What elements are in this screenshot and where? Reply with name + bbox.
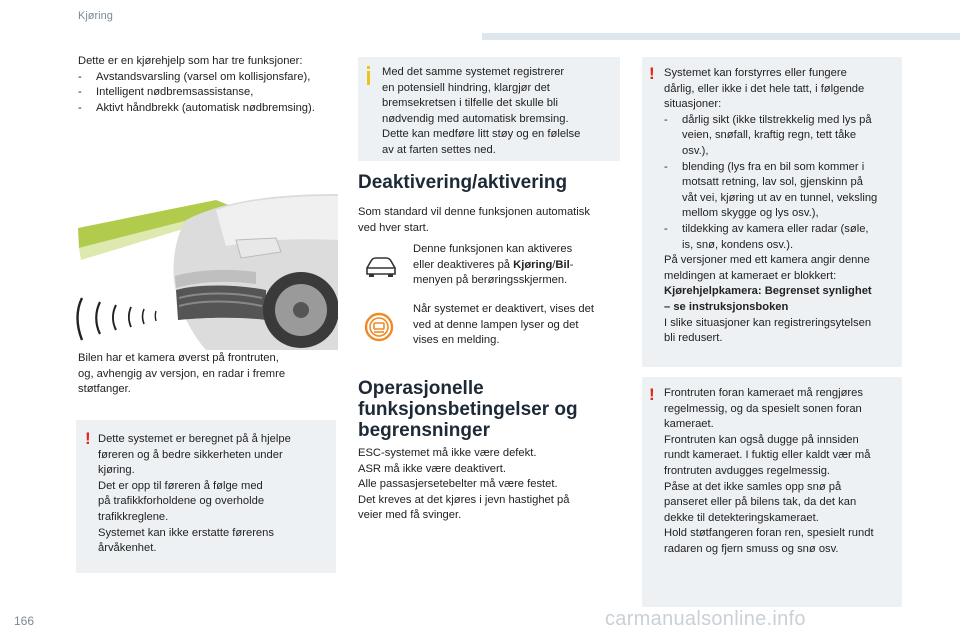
page-number: 166 xyxy=(14,614,35,628)
car-camera-illustration xyxy=(76,180,338,350)
warning-box-cleaning: ! Frontruten foran kameraet må rengjøres regelmessig, og da spesielt sonen foran kameraet. Frontruten kan også dugge på innsiden rundt kameraet. I fuktig eller kaldt vær må frontruten avdugges regelmessig. Påse at det ikke samles opp snø på panseret eller på bilens tak, da det kan dekke til detekteringskameraet. Hold støtfangeren foran ren, spesielt rundt radaren og fjern smuss og snø osv. xyxy=(642,377,902,607)
watermark: carmanualsonline.info xyxy=(605,608,806,630)
warning-box: ! Dette systemet er beregnet på å hjelpe føreren og å bedre sikkerheten under kjøring. Det er opp til føreren å følge med på trafikkforholdene og overholde trafikkreglene. Systemet kan ikke erstatte førerens årvåkenhet. xyxy=(76,420,336,573)
lamp-text: Når systemet er deaktivert, vises det ved at denne lampen lyser og det vises en melding. xyxy=(413,303,594,347)
warning-icon: ! xyxy=(649,385,655,404)
list-item: - dårlig sikt (ikke tilstrekkelig med lys på xyxy=(664,113,872,126)
info-box: Med det samme systemet registrerer en potensiell hindring, klargjør det bremsekretsen i tilfelle det skulle bli nødvendig med automatisk bremsing. Dette kan medføre litt støy og en følelse av at farten settes ned. xyxy=(358,57,620,161)
heading-conditions: Operasjonelle funksjonsbetingelser og begrensninger xyxy=(358,378,578,441)
list-item: - tildekking av kamera eller radar (søle, xyxy=(664,222,869,235)
car-icon-text: Denne funksjonen kan aktiveres eller deaktiveres på Kjøring/Bil- menyen på berøringsskjermen. xyxy=(413,243,574,287)
warning-icon: ! xyxy=(85,429,91,448)
intro-text: Dette er en kjørehjelp som har tre funksjoner: xyxy=(78,55,303,67)
section-label: Kjøring xyxy=(78,10,113,22)
list-item: - Aktivt håndbrekk (automatisk nødbremsing). xyxy=(78,101,315,114)
conditions-text: ESC-systemet må ikke være defekt. ASR må ikke være deaktivert. Alle passasjersetebelter må være festet. Det kreves at det kjøres i jevn hastighet på veier med få svinger. xyxy=(358,447,570,522)
warning-icon: ! xyxy=(649,64,655,83)
heading-deactivation: Deaktivering/aktivering xyxy=(358,172,568,193)
intro-block xyxy=(78,54,340,116)
header-bar xyxy=(482,33,960,40)
info-icon xyxy=(367,71,370,85)
car-outline-icon xyxy=(364,256,398,278)
collision-warning-lamp-icon xyxy=(364,312,394,342)
list-item: - Intelligent nødbremsassistanse, xyxy=(78,86,254,99)
list-item: - Avstandsvarsling (varsel om kollisjonsfare), xyxy=(78,70,311,83)
standard-text: Som standard vil denne funksjonen automatisk ved hver start. xyxy=(358,206,590,234)
list-item: - blending (lys fra en bil som kommer i xyxy=(664,160,865,173)
warning-box-limitations: ! Systemet kan forstyrres eller fungere dårlig, eller ikke i det hele tatt, i følgende situasjoner: - dårlig sikt (ikke tilstrekkelig med lys på veien, snøfall, kraftig regn, tett tåke osv.), - blending (lys fra en bil som kommer i motsatt retning, lav sol, gjenskinn på våt vei, kjøring ut av en tunnel, veksling mellom skygge og lys osv.), - tildekking av kamera eller radar (søle, is, snø, kondens osv.). På versjoner med ett kamera angir denne meldingen at kameraet er blokkert: Kjørehjelpkamera: Begrenset synlighet – se instruksjonsboken I slike situasjoner kan registreringsytelsen bli redusert. xyxy=(642,57,902,367)
camera-description: Bilen har et kamera øverst på frontruten, og, avhengig av versjon, en radar i fremre støtfanger. xyxy=(78,352,286,396)
